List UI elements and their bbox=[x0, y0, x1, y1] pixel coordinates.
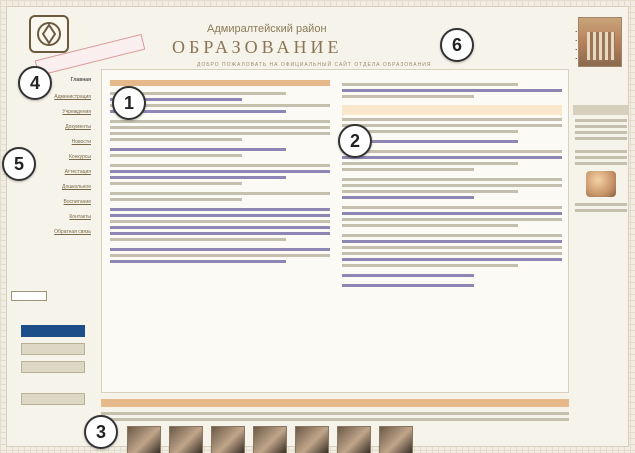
sidebar-item[interactable]: Дошкольное bbox=[62, 184, 91, 190]
top-links bbox=[477, 25, 577, 61]
news-item[interactable] bbox=[110, 248, 330, 263]
sidebar-item-home[interactable]: Главная bbox=[70, 77, 91, 83]
announcement[interactable] bbox=[342, 178, 562, 199]
sidebar-item[interactable]: Воспитание bbox=[63, 199, 91, 205]
gallery-header bbox=[101, 399, 569, 407]
announcement[interactable] bbox=[342, 274, 562, 277]
announcements-column bbox=[342, 80, 562, 294]
main-content bbox=[101, 69, 569, 393]
district-logo[interactable] bbox=[29, 15, 69, 53]
person-photo[interactable] bbox=[586, 171, 616, 197]
right-header bbox=[573, 105, 629, 115]
news-item[interactable] bbox=[110, 164, 330, 185]
announcement[interactable] bbox=[342, 140, 562, 143]
sidebar-item[interactable]: Аттестация bbox=[64, 169, 91, 175]
gallery-thumb[interactable] bbox=[337, 426, 371, 453]
callout-6: 6 bbox=[440, 28, 474, 62]
top-link[interactable] bbox=[477, 52, 577, 61]
sidebar-item[interactable]: Учреждения bbox=[62, 109, 91, 115]
top-link[interactable] bbox=[477, 34, 577, 43]
gallery-thumb[interactable] bbox=[295, 426, 329, 453]
top-link[interactable] bbox=[477, 43, 577, 52]
gallery-thumb[interactable] bbox=[211, 426, 245, 453]
search-input[interactable] bbox=[11, 291, 47, 301]
sidebar-item[interactable]: Контакты bbox=[69, 214, 91, 220]
building-photo bbox=[578, 17, 622, 67]
news-item[interactable] bbox=[110, 192, 330, 201]
highlight-block bbox=[342, 105, 562, 115]
district-name: Адмиралтейский район bbox=[207, 23, 327, 35]
top-link[interactable] bbox=[477, 25, 577, 34]
announcement[interactable] bbox=[342, 284, 562, 287]
callout-3: 3 bbox=[84, 415, 118, 449]
sidebar-item[interactable]: Конкурсы bbox=[68, 154, 91, 160]
partner-banner[interactable] bbox=[21, 393, 85, 405]
gallery-thumb[interactable] bbox=[379, 426, 413, 453]
sidebar-item[interactable]: Администрация bbox=[54, 94, 91, 100]
sidebar-nav bbox=[7, 77, 99, 447]
crest-icon bbox=[35, 20, 63, 48]
announcement[interactable] bbox=[342, 83, 562, 98]
news-item[interactable] bbox=[110, 120, 330, 141]
section-bar bbox=[110, 80, 330, 86]
right-sidebar bbox=[573, 69, 629, 215]
news-item[interactable] bbox=[110, 208, 330, 241]
announcement[interactable] bbox=[342, 206, 562, 227]
page-frame bbox=[6, 6, 629, 447]
callout-5: 5 bbox=[2, 147, 36, 181]
gallery-thumb[interactable] bbox=[253, 426, 287, 453]
announcement[interactable] bbox=[342, 234, 562, 267]
gallery-description bbox=[101, 409, 569, 424]
gallery-thumb[interactable] bbox=[169, 426, 203, 453]
gallery-thumb[interactable] bbox=[127, 426, 161, 453]
callout-1: 1 bbox=[112, 86, 146, 120]
sidebar-item[interactable]: Обратная связь bbox=[54, 229, 91, 235]
callout-2: 2 bbox=[338, 124, 372, 158]
announcement[interactable] bbox=[342, 150, 562, 171]
sidebar-item[interactable]: Документы bbox=[65, 124, 91, 130]
photo-gallery bbox=[127, 426, 413, 453]
callout-4: 4 bbox=[18, 66, 52, 100]
news-item[interactable] bbox=[110, 148, 330, 157]
announcement[interactable] bbox=[342, 118, 562, 133]
site-title: ОБРАЗОВАНИЕ bbox=[172, 37, 343, 57]
site-header bbox=[7, 7, 628, 67]
partner-banner[interactable] bbox=[21, 325, 85, 337]
partner-banner[interactable] bbox=[21, 361, 85, 373]
sidebar-item[interactable]: Новости bbox=[71, 139, 91, 145]
partner-banner[interactable] bbox=[21, 343, 85, 355]
site-tagline: ДОБРО ПОЖАЛОВАТЬ НА ОФИЦИАЛЬНЫЙ САЙТ ОТДЕЛА ОБРАЗОВАНИЯ bbox=[197, 62, 432, 68]
